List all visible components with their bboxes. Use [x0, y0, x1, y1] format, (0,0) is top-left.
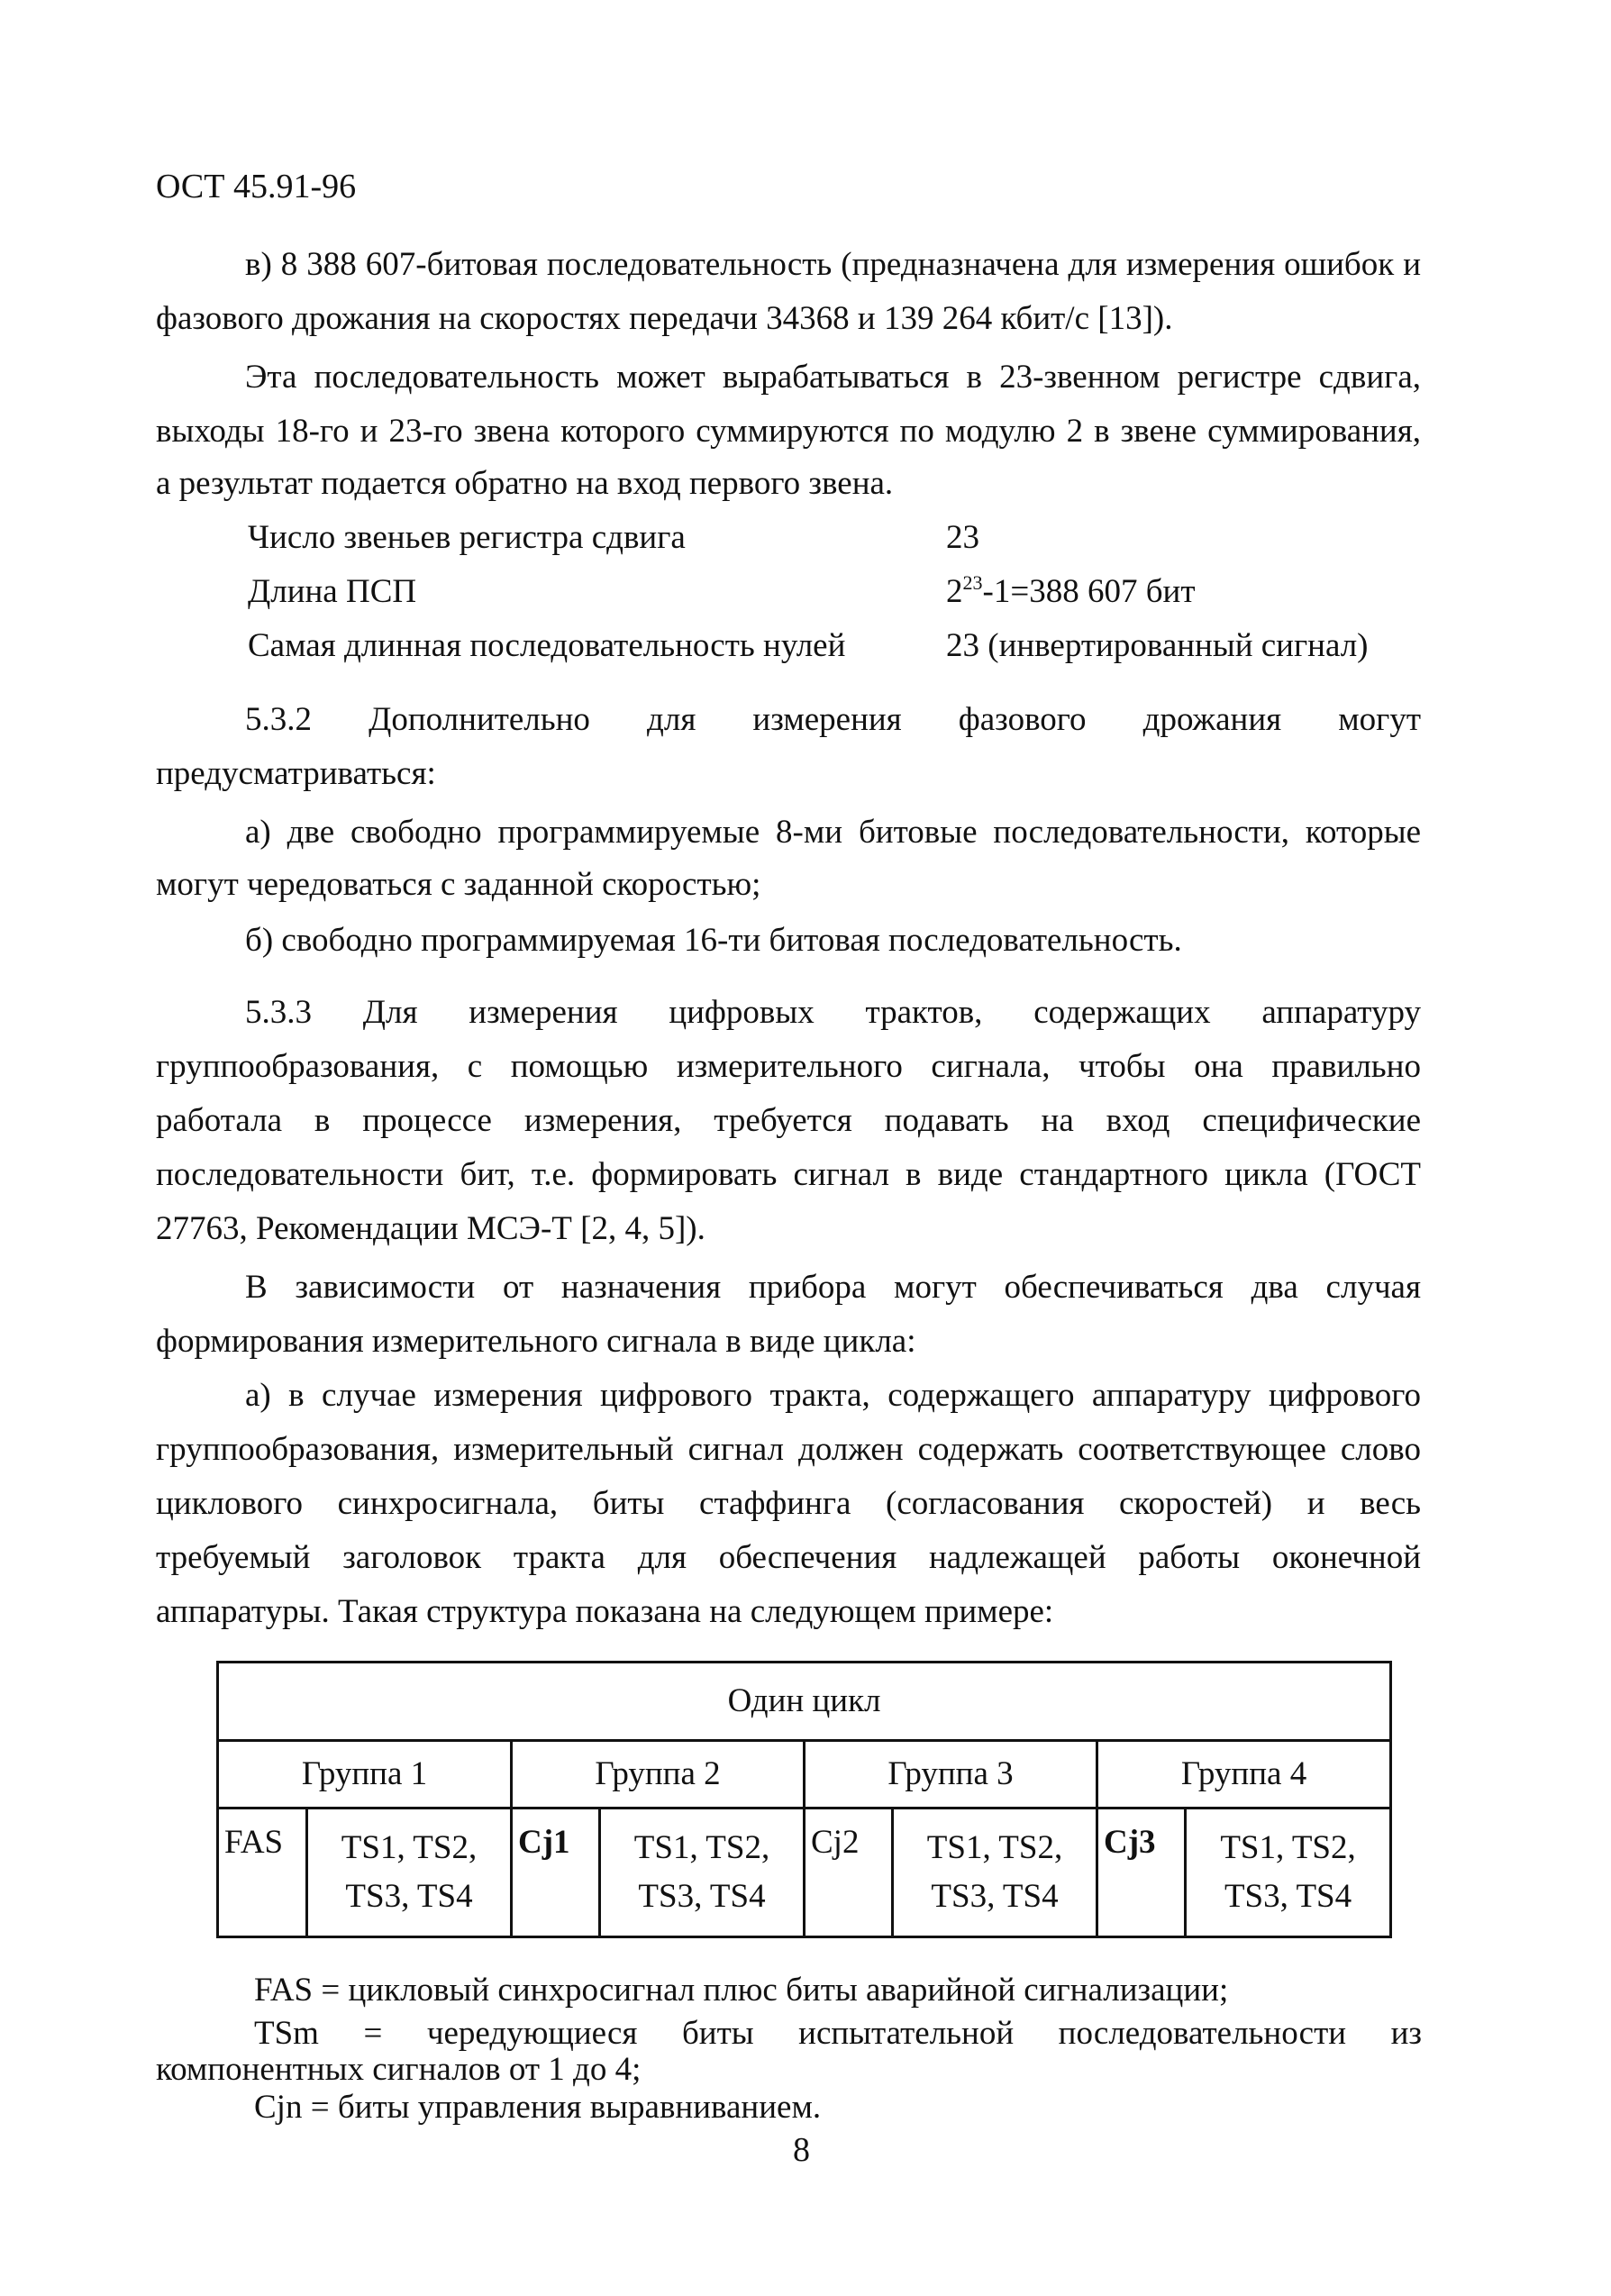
para-reg-line1: Эта последовательность может вырабатываться в 23-звенном регистре сдвига, [245, 359, 1421, 396]
timeslot-cell: TS1, TS2, TS3, TS4 [600, 1809, 805, 1937]
param-value [946, 571, 1196, 610]
section-533-line5: 27763, Рекомендации МСЭ-Т [2, 4, 5]). [156, 1210, 705, 1247]
psp-length-base: 2 [946, 573, 963, 610]
signal-cj3-cell: Cj3 [1097, 1809, 1186, 1937]
param-label: Длина ПСП [248, 573, 417, 610]
cycle-structure-table [216, 1661, 1392, 1938]
signal-cj1-cell: Cj1 [512, 1809, 600, 1937]
page-number: 8 [793, 2131, 810, 2169]
section-533-line3: работала в процессе измерения, требуется подавать на вход специфические [156, 1102, 1421, 1139]
section-532-item-a-line2: могут чередоваться с заданной скоростью; [156, 866, 761, 903]
signal-cj2-cell: Cj2 [805, 1809, 893, 1937]
para-c-line1: в) 8 388 607-битовая последовательность (предназначена для измерения ошибок и [245, 246, 1421, 283]
param-label: Число звеньев регистра сдвига [248, 519, 686, 556]
section-532-item-b: б) свободно программируемая 16-ти битовая последовательность. [245, 922, 1182, 959]
para-a-line1: а) в случае измерения цифрового тракта, содержащего аппаратуру цифрового [245, 1377, 1421, 1414]
param-label: Самая длинная последовательность нулей [248, 627, 846, 664]
section-533-line1: 5.3.3 Для измерения цифровых трактов, содержащих аппаратуру [245, 994, 1421, 1031]
legend-tsm-line2: компонентных сигналов от 1 до 4; [156, 2051, 642, 2088]
param-value: 23 [946, 519, 979, 556]
psp-length-rest: -1=388 607 бит [982, 573, 1196, 610]
cycle-title-cell: Один цикл [218, 1663, 1391, 1741]
section-532-line2: предусматриваться: [156, 755, 436, 792]
para-dep-line2: формирования измерительного сигнала в виде цикла: [156, 1323, 916, 1360]
timeslot-cell: TS1, TS2, TS3, TS4 [307, 1809, 512, 1937]
para-a-line2: группообразования, измерительный сигнал должен содержать соответствующее слово [156, 1431, 1421, 1468]
group-header-cell: Группа 1 [218, 1741, 512, 1809]
legend-fas: FAS = цикловый синхросигнал плюс биты аварийной сигнализации; [254, 1972, 1229, 2009]
para-reg-line3: а результат подается обратно на вход первого звена. [156, 465, 894, 502]
para-a-line4: требуемый заголовок тракта для обеспечения надлежащей работы оконечной [156, 1539, 1421, 1576]
group-header-cell: Группа 3 [805, 1741, 1097, 1809]
signal-fas-cell: FAS [218, 1809, 307, 1937]
para-c-line2: фазового дрожания на скоростях передачи 34368 и 139 264 кбит/с [13]). [156, 300, 1173, 337]
psp-length-exponent: 23 [962, 571, 983, 594]
para-dep-line1: В зависимости от назначения прибора могут обеспечиваться два случая [245, 1269, 1421, 1306]
para-a-line3: циклового синхросигнала, биты стаффинга (согласования скоростей) и весь [156, 1485, 1421, 1522]
section-532-line1: 5.3.2 Дополнительно для измерения фазового дрожания могут [245, 701, 1421, 738]
para-reg-line2: выходы 18-го и 23-го звена которого суммируются по модулю 2 в звене суммирования, [156, 413, 1421, 450]
legend-cjn: Cjn = биты управления выравниванием. [254, 2089, 822, 2126]
group-header-cell: Группа 4 [1097, 1741, 1391, 1809]
para-a-line5: аппаратуры. Такая структура показана на следующем примере: [156, 1593, 1054, 1630]
timeslot-cell: TS1, TS2, TS3, TS4 [893, 1809, 1097, 1937]
legend-tsm-line1: TSm = чередующиеся биты испытательной последовательности из [254, 2015, 1422, 2052]
group-header-cell: Группа 2 [512, 1741, 805, 1809]
document-header: ОСТ 45.91-96 [156, 168, 357, 205]
section-533-line4: последовательности бит, т.е. формировать сигнал в виде стандартного цикла (ГОСТ [156, 1156, 1421, 1193]
timeslot-cell: TS1, TS2, TS3, TS4 [1186, 1809, 1391, 1937]
section-532-item-a-line1: а) две свободно программируемые 8-ми битовые последовательности, которые [245, 814, 1421, 851]
param-value: 23 (инвертированный сигнал) [946, 627, 1369, 664]
section-533-line2: группообразования, с помощью измерительного сигнала, чтобы она правильно [156, 1048, 1421, 1085]
